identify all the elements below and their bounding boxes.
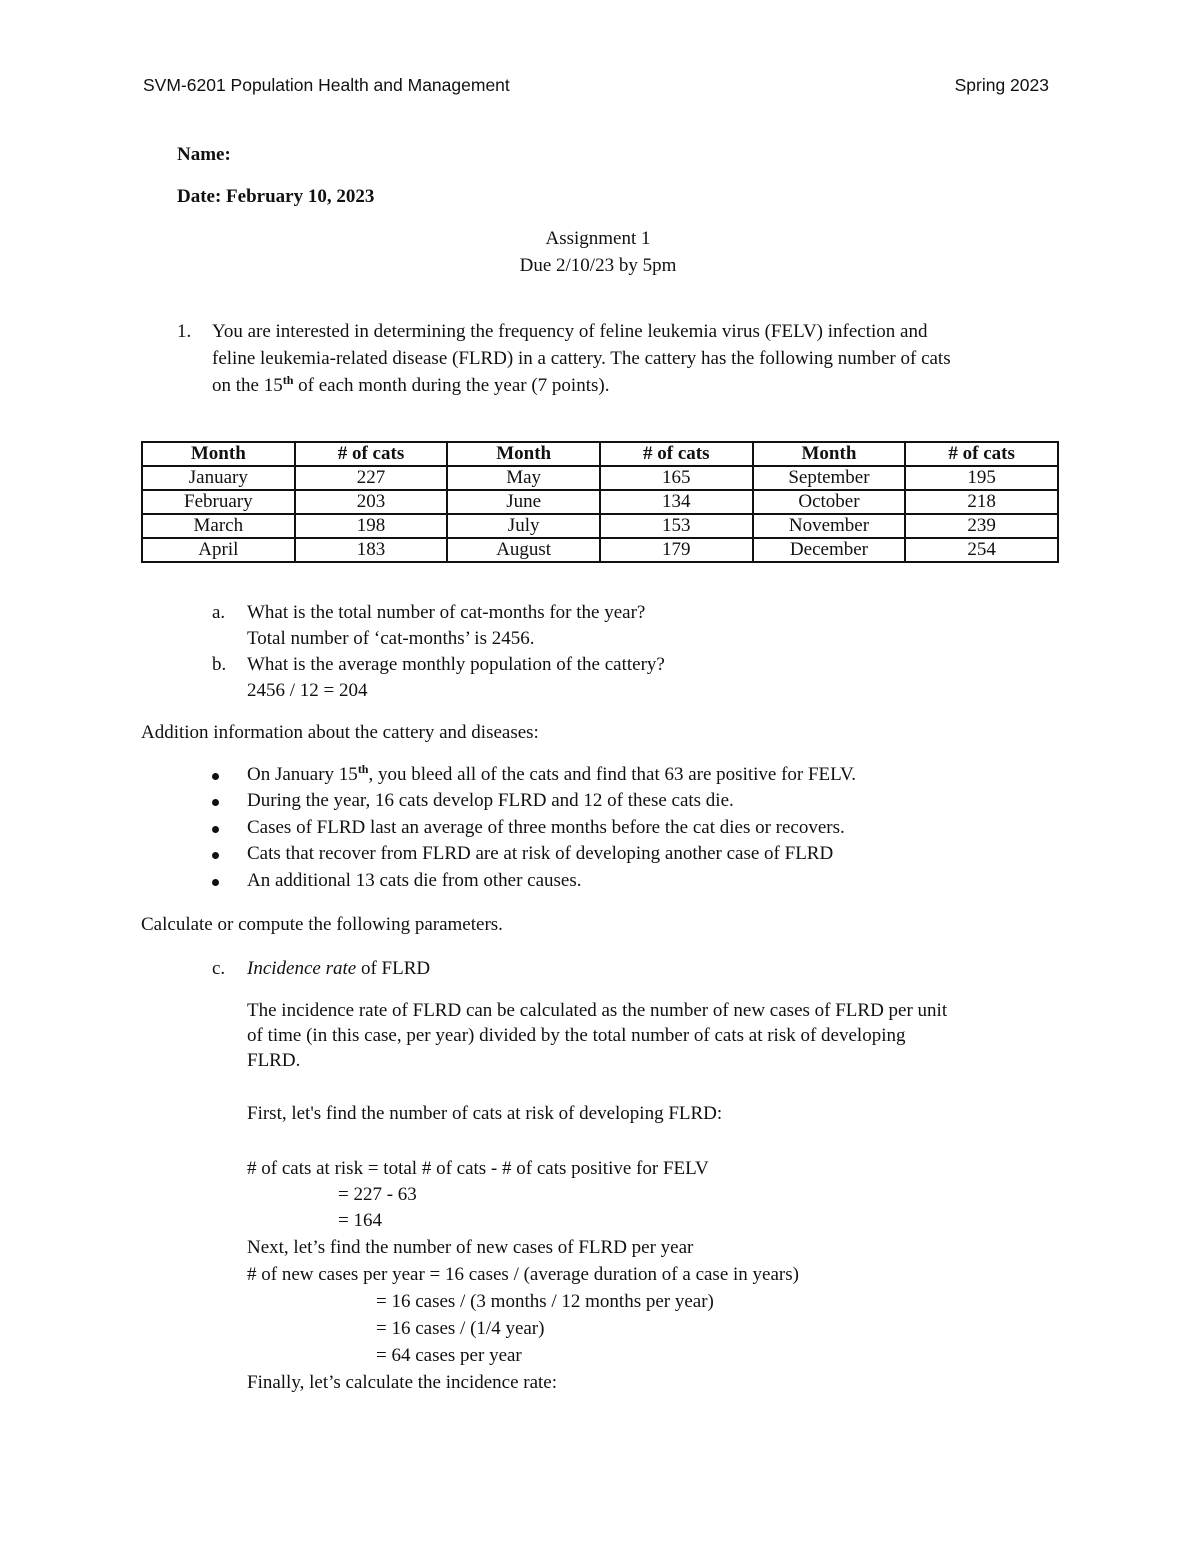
paragraph-line: FLRD. <box>247 1050 301 1071</box>
table-cell: May <box>447 466 600 490</box>
paragraph-line: Finally, let’s calculate the incidence rate: <box>247 1372 558 1393</box>
subq-c-heading: Incidence rate of FLRD <box>247 958 431 979</box>
due-date: Due 2/10/23 by 5pm <box>519 255 677 276</box>
subq-a-answer: Total number of ‘cat-months’ is 2456. <box>247 628 535 649</box>
equation-line: = 16 cases / (1/4 year) <box>376 1318 545 1339</box>
equation-line: = 64 cases per year <box>376 1345 522 1366</box>
table-header-cell: Month <box>753 442 906 466</box>
table-cell: August <box>447 538 600 562</box>
table-cell: 203 <box>295 490 448 514</box>
table-row <box>142 514 1058 538</box>
table-cell: 227 <box>295 466 448 490</box>
calc-intro: Calculate or compute the following parameters. <box>141 914 503 935</box>
table-cell: June <box>447 490 600 514</box>
table-cell: 165 <box>600 466 753 490</box>
paragraph-line: Next, let’s find the number of new cases of FLRD per year <box>247 1237 694 1258</box>
table-cell: 198 <box>295 514 448 538</box>
table-cell: October <box>753 490 906 514</box>
name-label: Name: <box>177 144 231 165</box>
table-cell: 195 <box>905 466 1058 490</box>
table-cell: March <box>142 514 295 538</box>
table-cell: November <box>753 514 906 538</box>
paragraph-line: First, let's find the number of cats at risk of developing FLRD: <box>247 1103 723 1124</box>
date-label: Date: February 10, 2023 <box>177 186 375 207</box>
assignment-title: Assignment 1 <box>545 228 651 249</box>
question-line-2: feline leukemia-related disease (FLRD) in a cattery. The cattery has the following number of cats <box>212 348 951 369</box>
subq-b-answer: 2456 / 12 = 204 <box>247 680 368 701</box>
table-header-cell: # of cats <box>905 442 1058 466</box>
table-row <box>142 538 1058 562</box>
equation-line: # of cats at risk = total # of cats - # of cats positive for FELV <box>247 1158 709 1179</box>
bullet-item-4: Cats that recover from FLRD are at risk of developing another case of FLRD <box>247 843 834 864</box>
table-header-cell: # of cats <box>295 442 448 466</box>
table-cell: 179 <box>600 538 753 562</box>
table-header-row <box>142 442 1058 466</box>
table-header-cell: Month <box>142 442 295 466</box>
paragraph-line: of time (in this case, per year) divided by the total number of cats at risk of developing <box>247 1025 906 1046</box>
subq-b-question: What is the average monthly population of the cattery? <box>247 654 665 675</box>
table-header-cell: Month <box>447 442 600 466</box>
header-term: Spring 2023 <box>954 75 1049 95</box>
equation-line: = 164 <box>338 1210 382 1231</box>
bullet-icon <box>212 826 219 833</box>
cats-per-month-table <box>141 441 1059 563</box>
table-cell: April <box>142 538 295 562</box>
paragraph-line: The incidence rate of FLRD can be calculated as the number of new cases of FLRD per unit <box>247 1000 948 1021</box>
table-cell: 254 <box>905 538 1058 562</box>
question-number: 1. <box>177 321 192 342</box>
equation-line: = 227 - 63 <box>338 1184 417 1205</box>
bullet-item-2: During the year, 16 cats develop FLRD and 12 of these cats die. <box>247 790 734 811</box>
table-cell: 239 <box>905 514 1058 538</box>
question-line-1: You are interested in determining the frequency of feline leukemia virus (FELV) infection and <box>212 321 928 342</box>
additional-info-intro: Addition information about the cattery and diseases: <box>141 722 539 743</box>
table-cell: 218 <box>905 490 1058 514</box>
table-cell: January <box>142 466 295 490</box>
bullet-icon <box>212 799 219 806</box>
bullet-icon <box>212 879 219 886</box>
subq-a-marker: a. <box>212 602 226 623</box>
table-cell: September <box>753 466 906 490</box>
table-cell: 153 <box>600 514 753 538</box>
header-course: SVM-6201 Population Health and Management <box>143 75 510 95</box>
equation-line: = 16 cases / (3 months / 12 months per year) <box>376 1291 714 1312</box>
table-row <box>142 466 1058 490</box>
bullet-item-5: An additional 13 cats die from other causes. <box>247 870 582 891</box>
table-cell: July <box>447 514 600 538</box>
bullet-item-1: On January 15th, you bleed all of the cats and find that 63 are positive for FELV. <box>247 762 857 785</box>
bullet-item-3: Cases of FLRD last an average of three months before the cat dies or recovers. <box>247 817 845 838</box>
table-cell: December <box>753 538 906 562</box>
table-header-cell: # of cats <box>600 442 753 466</box>
bullet-icon <box>212 852 219 859</box>
table-cell: February <box>142 490 295 514</box>
table-cell: 134 <box>600 490 753 514</box>
subq-b-marker: b. <box>212 654 227 675</box>
equation-line: # of new cases per year = 16 cases / (average duration of a case in years) <box>247 1264 799 1285</box>
subq-c-marker: c. <box>212 958 226 979</box>
subq-a-question: What is the total number of cat-months for the year? <box>247 602 646 623</box>
table-row <box>142 490 1058 514</box>
bullet-icon <box>212 773 219 780</box>
question-line-3: on the 15th of each month during the year (7 points). <box>212 373 610 396</box>
table-cell: 183 <box>295 538 448 562</box>
